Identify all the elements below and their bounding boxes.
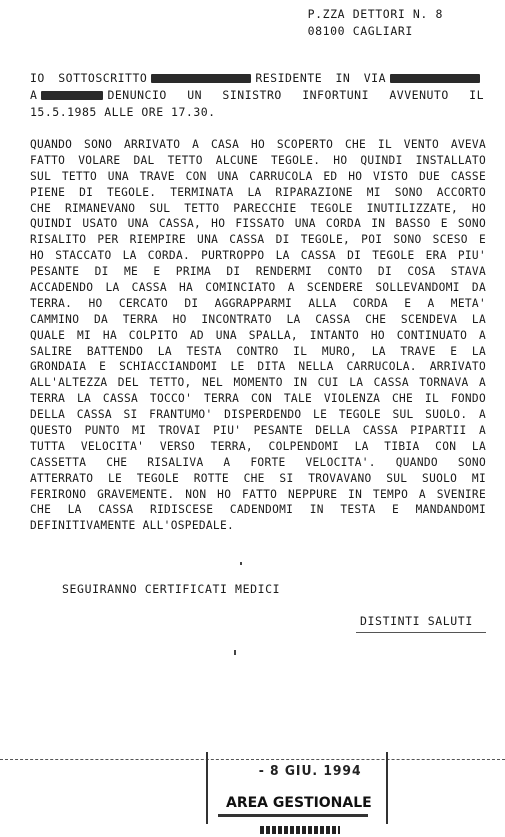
description-line: CAMMINO DA TERRA HO INCONTRATO LA CASSA CHE SCENDEVA LA <box>30 312 486 326</box>
description-line: PIENE DI TEGOLE. TERMINATA LA RIPARAZIONE MI SONO ACCORTO <box>30 185 486 199</box>
stamp-office-name: AREA GESTIONALE <box>226 795 372 811</box>
description-line: TUTTA VELOCITA' VERSO TERRA, COLPENDOMI LA TIBIA CON LA <box>30 439 486 453</box>
salutation-underline <box>356 632 486 633</box>
ink-speck <box>234 650 236 655</box>
description-line: QUESTO PUNTO MI TROVAI PIU' PESANTE DELLA CASSA PIPARTII A <box>30 424 486 438</box>
ink-speck <box>240 562 242 565</box>
redacted-street <box>390 74 480 83</box>
description-line: SALIRE BATTENDO LA TESTA CONTRO IL MURO, LA TRAVE E LA <box>30 344 486 358</box>
sender-address <box>308 6 443 40</box>
intro-text-3: A <box>30 88 38 102</box>
description-line: QUINDI USATO UNA CASSA, HO FISSATO UNA CORDA IN BASSO E SONO <box>30 217 486 231</box>
address-line-1: P.ZZA DETTORI N. 8 <box>307 7 443 21</box>
description-line: RISALITO PER RIEMPIRE UNA CASSA DI TEGOLE, POI SONO SCESO E <box>30 233 486 247</box>
description-line: ACCADENDO LA CASSA HA COMINCIATO A SCENDERE SOLLEVANDOMI DA <box>30 281 486 295</box>
salutation: DISTINTI SALUTI <box>360 614 473 628</box>
description-line: PESANTE DI ME E PRIMA DI RENDERMI CONTO DI COSA STAVA <box>30 265 486 279</box>
description-line: HO STACCATO LA CORDA. PURTROPPO LA CASSA DI TEGOLE ERA PIU' <box>30 249 486 263</box>
description-line: QUALE MI HA COLPITO AD UNA SPALLA, INTANTO HO CONTINUATO A <box>30 328 486 342</box>
description-line: TERRA. HO CERCATO DI AGGRAPPARMI ALLA CORDA E A META' <box>30 296 486 310</box>
stamp-cut-text <box>260 826 340 834</box>
description-line: FATTO VOLARE DAL TETTO ALCUNE TEGOLE. HO QUINDI INSTALLATO <box>30 153 486 167</box>
description-line: TERRA LA CASSA TOCCO' TERRA CON TALE VIOLENZA CHE IL FONDO <box>30 392 486 406</box>
description-line: CHE RIMANEVANO SUL TETTO PARECCHIE TEGOLE INUTILIZZATE, HO <box>30 201 486 215</box>
description-line: FERIRONO GRAVEMENTE. NON HO FATTO NEPPURE IN TEMPO A SVENIRE <box>30 487 486 501</box>
intro-text-2: RESIDENTE IN VIA <box>255 71 386 85</box>
address-line-2: 08100 CAGLIARI <box>307 24 413 38</box>
redacted-name <box>151 74 251 83</box>
stamp-date: - 8 GIU. 1994 <box>258 764 362 779</box>
description-line: ATTERRATO LE TEGOLE ROTTE CHE SI TROVAVANO SUL SUOLO MI <box>30 471 486 485</box>
intro-line-1 <box>30 70 484 87</box>
description-line: ALL'ALTEZZA DEL TETTO, NEL MOMENTO IN CUI LA CASSA TORNAVA A <box>30 376 486 390</box>
intro-paragraph <box>30 70 484 121</box>
description-line: QUANDO SONO ARRIVATO A CASA HO SCOPERTO CHE IL VENTO AVEVA <box>30 138 486 151</box>
redacted-city <box>41 91 103 100</box>
intro-line-2 <box>30 87 484 104</box>
description-line: CHE LA CASSA RIDISCESE CADENDOMI IN TESTA E MANDANDOMI <box>30 503 486 517</box>
description-line: DELLA CASSA SI FRANTUMO' DISPERDENDO LE TEGOLE SUL SUOLO. A <box>30 408 486 422</box>
description-line: GRONDAIA E SCHIACCIANDOMI LE DITA NELLA CARRUCOLA. ARRIVATO <box>30 360 486 374</box>
incident-description <box>30 137 486 534</box>
description-line: SUL TETTO UNA TRAVE CON UNA CARRUCOLA ED HO VISTO DUE CASSE <box>30 169 486 183</box>
medical-certificates-note: SEGUIRANNO CERTIFICATI MEDICI <box>62 582 281 596</box>
intro-text-1: IO SOTTOSCRITTO <box>30 71 148 85</box>
intro-line-3: 15.5.1985 ALLE ORE 17.30. <box>30 105 216 119</box>
description-line: DEFINITIVAMENTE ALL'OSPEDALE. <box>30 519 235 533</box>
stamp-underline <box>218 814 368 817</box>
intro-text-4: DENUNCIO UN SINISTRO INFORTUNI AVVENUTO IL <box>107 88 484 102</box>
description-line: CASSETTA CHE RISALIVA A FORTE VELOCITA'. QUANDO SONO <box>30 455 486 469</box>
